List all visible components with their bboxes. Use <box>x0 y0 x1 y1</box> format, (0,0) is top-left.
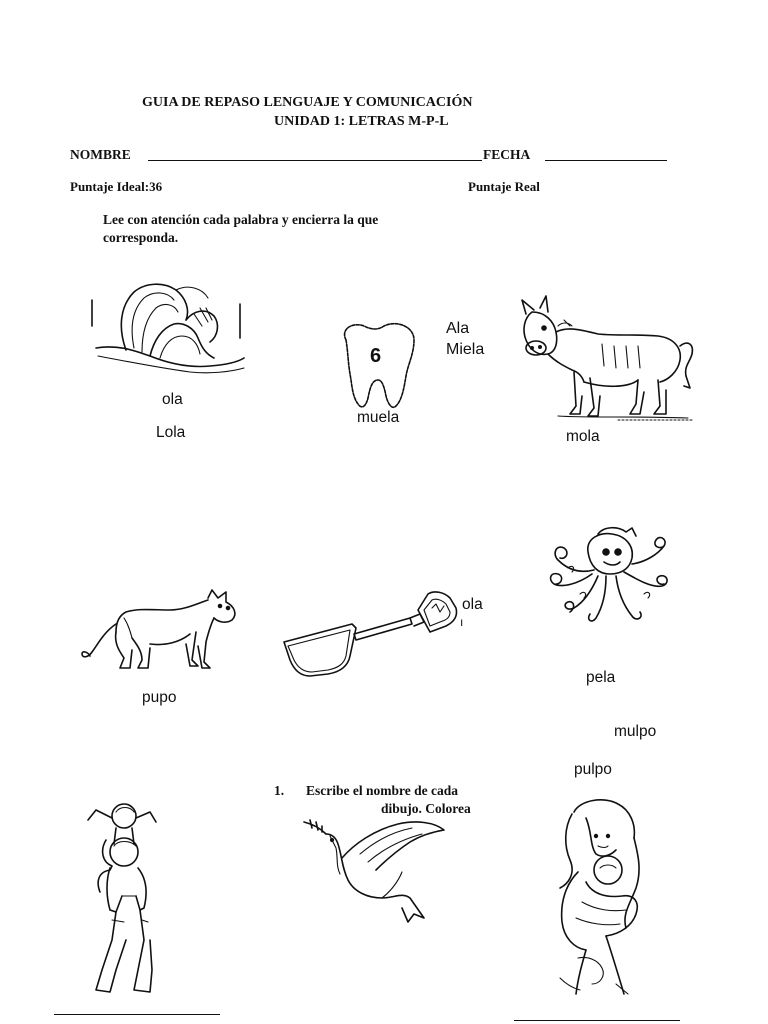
name-label: NOMBRE <box>70 147 131 162</box>
instructions-line-1: Lee con atención cada palabra y encierra la que <box>103 212 379 227</box>
answer-line-right[interactable] <box>514 1020 680 1021</box>
word-pala-partial-mark: ı <box>460 615 464 629</box>
score-real: Puntaje Real <box>468 179 540 194</box>
tooth-icon <box>334 322 424 412</box>
name-line[interactable] <box>148 160 482 161</box>
puma-icon <box>80 588 242 674</box>
word-miela[interactable]: Miela <box>446 341 485 358</box>
shovel-icon <box>278 590 460 696</box>
score-ideal: Puntaje Ideal:36 <box>70 179 163 194</box>
date-label: FECHA <box>483 147 531 162</box>
section2-number: 1. <box>274 783 285 798</box>
section2-line-1: Escribe el nombre de cada <box>306 783 458 798</box>
word-muela[interactable]: muela <box>357 409 400 426</box>
mother-baby-icon <box>546 798 666 998</box>
word-pupo[interactable]: pupo <box>142 689 177 706</box>
word-pala-partial[interactable]: ola <box>462 596 483 613</box>
word-lola[interactable]: Lola <box>156 424 186 441</box>
answer-line-left[interactable] <box>54 1014 220 1015</box>
date-line[interactable] <box>545 160 667 161</box>
wave-icon <box>90 278 246 378</box>
donkey-icon <box>518 296 698 424</box>
word-ola[interactable]: ola <box>162 391 183 408</box>
octopus-icon <box>548 524 674 624</box>
section2-line-2: dibujo. Colorea <box>381 801 471 816</box>
word-pela[interactable]: pela <box>586 669 616 686</box>
father-child-icon <box>82 800 182 996</box>
word-mola[interactable]: mola <box>566 428 600 445</box>
word-pulpo[interactable]: pulpo <box>574 761 612 778</box>
instructions-line-2: corresponda. <box>103 230 179 245</box>
word-ala[interactable]: Ala <box>446 320 470 337</box>
word-mulpo[interactable]: mulpo <box>614 723 657 740</box>
dove-icon <box>302 818 448 924</box>
tooth-number: 6 <box>370 345 382 367</box>
title-line-1: GUIA DE REPASO LENGUAJE Y COMUNICACIÓN <box>142 95 473 110</box>
title-line-2: UNIDAD 1: LETRAS M-P-L <box>274 114 449 129</box>
